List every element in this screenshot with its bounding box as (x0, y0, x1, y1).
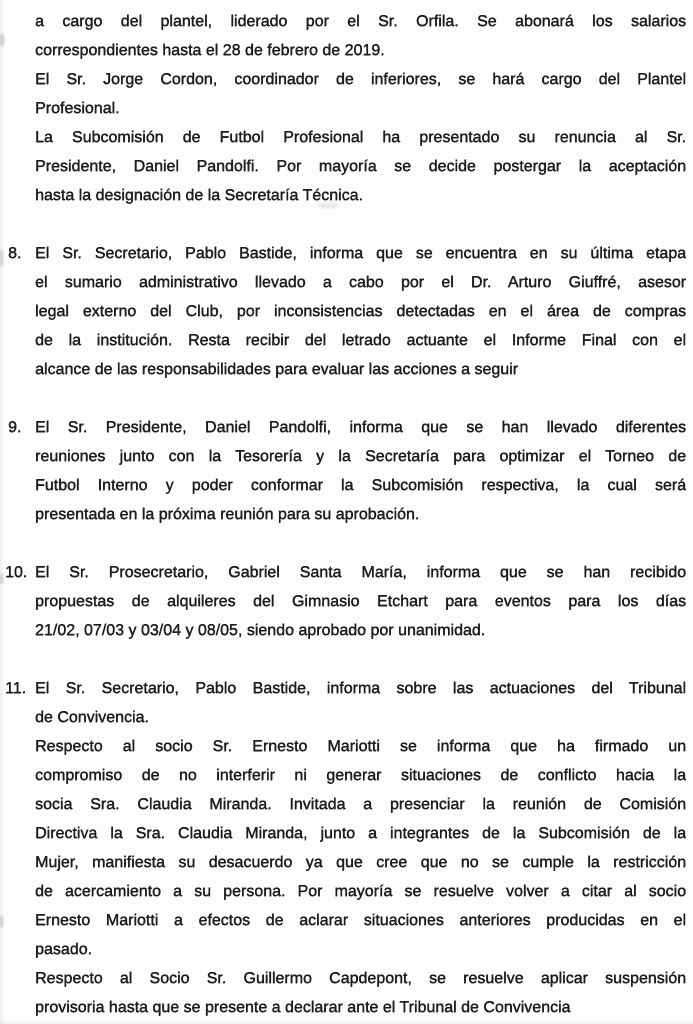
agenda-item-11 (5, 674, 686, 1022)
text-line: Mujer, manifiesta su desacuerdo ya que cree que no se cumple la restricción (35, 854, 686, 871)
scan-artifact (0, 34, 4, 46)
item-number: 10. (5, 564, 28, 581)
text-line: de acercamiento a su persona. Por mayoría se resuelve volver a citar al socio (35, 883, 686, 900)
text-line: Presidente, Daniel Pandolfi. Por mayoría se decide postergar la aceptación (35, 158, 686, 175)
text-line: el sumario administrativo llevado a cabo por el Dr. Arturo Giuffré, asesor (35, 274, 686, 291)
text-line: compromiso de no interferir ni generar situaciones de conflicto hacia la (35, 767, 686, 784)
scan-artifact (0, 916, 3, 928)
text-line: 21/02, 07/03 y 03/04 y 08/05, siendo aprobado por unanimidad. (35, 622, 486, 639)
agenda-item-8 (8, 239, 686, 384)
item-number: 9. (8, 419, 22, 436)
text-line: legal externo del Club, por inconsistencias detectadas en el área de compras (35, 303, 686, 320)
text-line: de la institución. Resta recibir del letrado actuante el Informe Final con el (35, 332, 686, 349)
text-line: propuestas de alquileres del Gimnasio Etchart para eventos para los días (35, 593, 686, 610)
text-line: de Convivencia. (35, 709, 149, 726)
scan-artifact (0, 250, 3, 266)
text-line: Directiva la Sra. Claudia Miranda, junto a integrantes de la Subcomisión de la (35, 825, 686, 842)
item-number: 8. (8, 245, 22, 262)
scan-edge-shadow-left (0, 0, 5, 1024)
text-line: correspondientes hasta el 28 de febrero de 2019. (35, 42, 385, 59)
text-line: pasado. (35, 941, 92, 958)
continuation-paragraph (35, 7, 686, 210)
text-line: El Sr. Jorge Cordon, coordinador de inferiores, se hará cargo del Plantel (35, 71, 686, 88)
text-line: alcance de las responsabilidades para evaluar las acciones a seguir (35, 361, 518, 378)
agenda-item-10 (5, 558, 686, 645)
text-line: Respecto al Socio Sr. Guillermo Capdepont, se resuelve aplicar suspensión (35, 970, 686, 987)
text-line: Profesional. (35, 100, 120, 117)
text-line: provisoria hasta que se presente a declarar ante el Tribunal de Convivencia (35, 999, 571, 1016)
text-line: El Sr. Secretario, Pablo Bastide, informa sobre las actuaciones del Tribunal (35, 680, 686, 697)
text-line: presentada en la próxima reunión para su aprobación. (35, 506, 420, 523)
text-line: Ernesto Mariotti a efectos de aclarar situaciones anteriores producidas en el (35, 912, 686, 929)
text-line: El Sr. Prosecretario, Gabriel Santa María, informa que se han recibido (35, 564, 686, 581)
text-line: hasta la designación de la Secretaría Técnica. (35, 187, 363, 204)
text-line: La Subcomisión de Futbol Profesional ha presentado su renuncia al Sr. (35, 129, 686, 146)
scan-artifact (0, 574, 3, 584)
agenda-item-9 (8, 413, 686, 529)
text-line: El Sr. Presidente, Daniel Pandolfi, informa que se han llevado diferentes (35, 419, 686, 436)
text-line: a cargo del plantel, liderado por el Sr. Orfila. Se abonará los salarios (35, 13, 686, 30)
text-line: El Sr. Secretario, Pablo Bastide, informa que se encuentra en su última etapa (35, 245, 686, 262)
text-line: Respecto al socio Sr. Ernesto Mariotti se informa que ha firmado un (35, 738, 686, 755)
text-line: Futbol Interno y poder conformar la Subcomisión respectiva, la cual será (35, 477, 686, 494)
text-line: socia Sra. Claudia Miranda. Invitada a presenciar la reunión de Comisión (35, 796, 686, 813)
item-number: 11. (5, 680, 27, 697)
text-line: reuniones junto con la Tesorería y la Secretaría para optimizar el Torneo de (35, 448, 686, 465)
minutes-text-column (5, 7, 686, 1022)
